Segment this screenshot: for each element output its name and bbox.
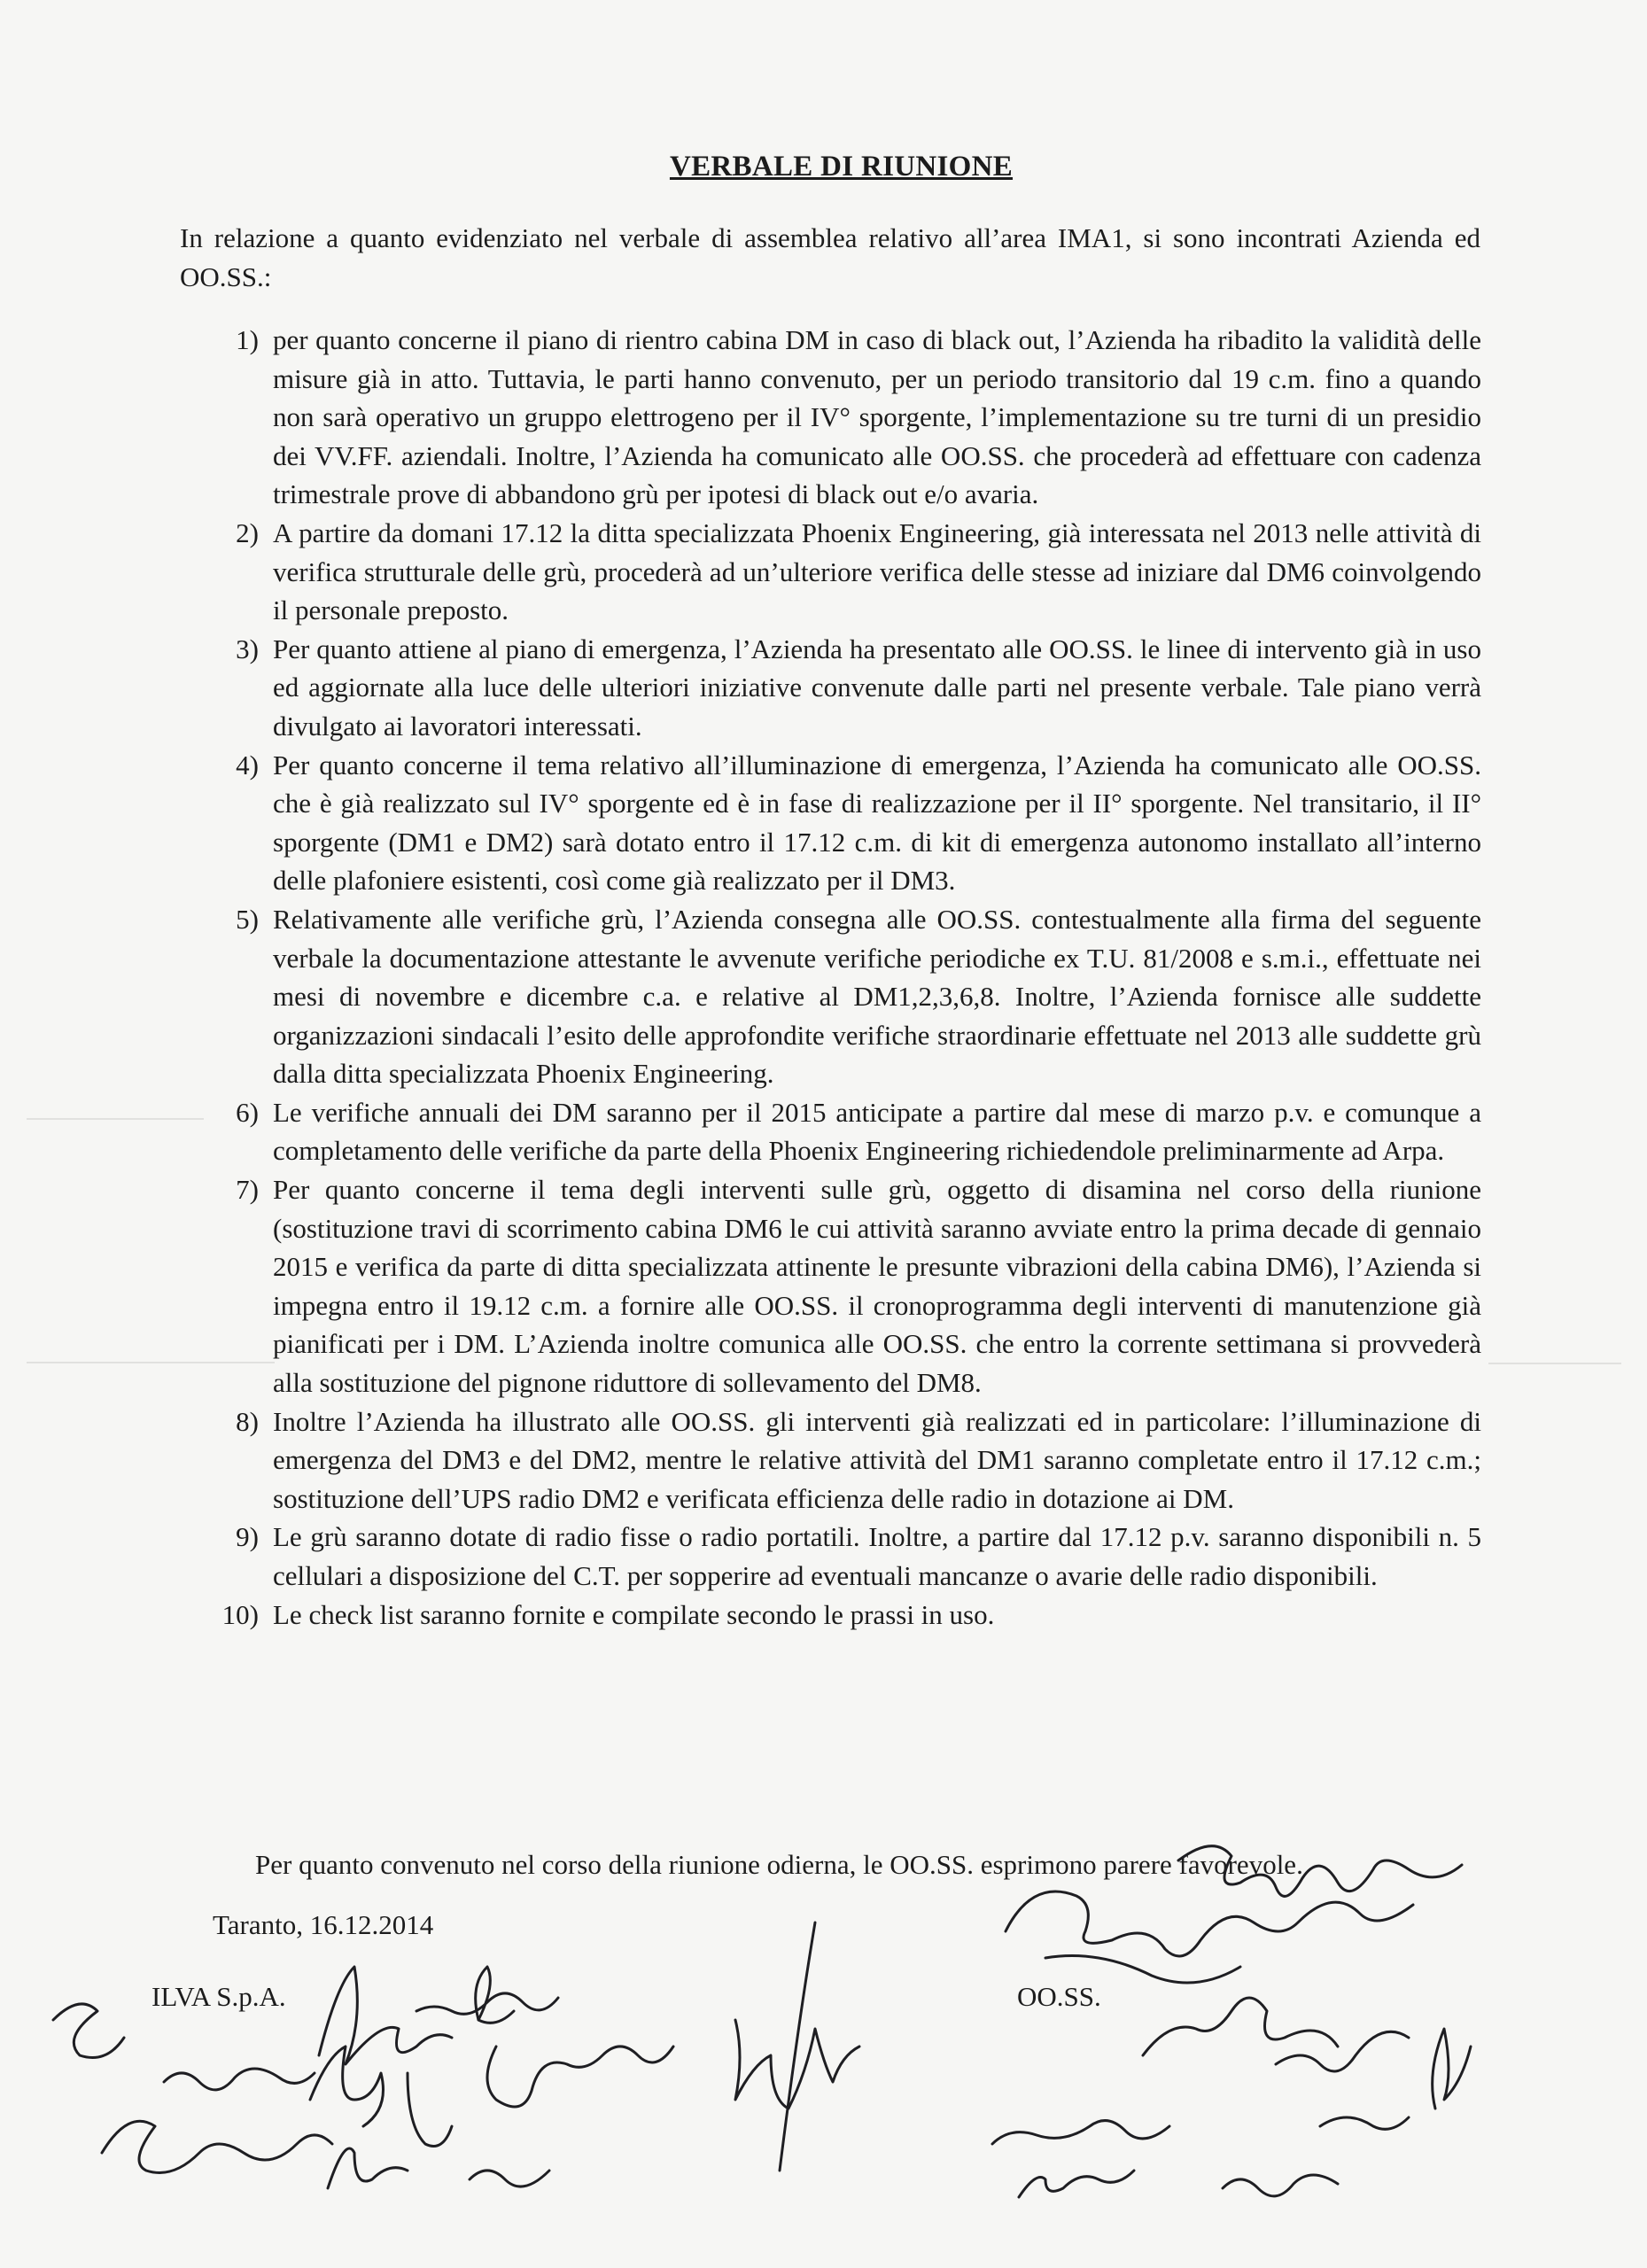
signature <box>1045 1956 1240 1984</box>
list-item <box>213 1093 1481 1170</box>
signature <box>102 2121 332 2172</box>
signature <box>992 2121 1169 2144</box>
signature <box>310 2047 384 2126</box>
signature <box>416 1993 558 2014</box>
scan-artifact <box>1488 1363 1621 1364</box>
item-text: Le grù saranno dotate di radio fisse o radio portatili. Inoltre, a partire dal 17.12 p.v. saranno disponibili n. 5 cellulari a disposizione del C.T. per sopperire ad eventuali mancanze o avarie delle radio disponibili. <box>273 1521 1481 1591</box>
item-number: 8) <box>236 1405 259 1437</box>
item-number: 4) <box>236 749 259 781</box>
list-item <box>213 1402 1481 1518</box>
place-date: Taranto, 16.12.2014 <box>213 1909 434 1940</box>
item-list <box>213 321 1481 1634</box>
item-number: 5) <box>236 903 259 935</box>
item-number: 7) <box>236 1174 259 1206</box>
item-text: Le verifiche annuali dei DM saranno per il 2015 anticipate a partire dal mese di marzo p.v. e comunque a completamento delle verifiche da parte della Phoenix Engineering richiedendole preliminarmente ad Arpa. <box>273 1096 1481 1167</box>
list-item <box>213 514 1481 630</box>
signature <box>1320 2117 1409 2129</box>
signature <box>476 1967 514 2023</box>
item-text: Per quanto concerne il tema relativo all’illuminazione di emergenza, l’Azienda ha comunicato alle OO.SS. che è già realizzato sul IV° sporgente ed è in fase di realizzazione per il II° sporgente. Nel transitario, il II° sporgente (DM1 e DM2) sarà dotato entro il 17.12 c.m. di kit di emergenza autonomo installato all’interno delle plafoniere esistenti, così come già realizzato per il DM3. <box>273 749 1481 897</box>
list-item <box>213 746 1481 900</box>
item-number: 10) <box>221 1598 259 1630</box>
signature <box>780 1922 815 2171</box>
item-number: 9) <box>236 1521 259 1553</box>
signature <box>1223 2175 1338 2196</box>
list-item <box>213 1596 1481 1635</box>
item-text: Per quanto concerne il tema degli interventi sulle grù, oggetto di disamina nel corso della riunione (sostituzione travi di scorrimento cabina DM6 le cui attività saranno avviate entro la prima decade di gennaio 2015 e verifica da parte di ditta specializzata attinente le presunte vibrazioni della cabina DM6), l’Azienda si impegna entro il 19.12 c.m. a fornire alle OO.SS. il cronoprogramma degli interventi di manutenzione già pianificati per i DM. L’Azienda inoltre comunica alle OO.SS. che entro la corrente settimana si provvederà alla sostituzione del pignone riduttore di sollevamento del DM8. <box>273 1174 1481 1399</box>
signature <box>328 2148 408 2188</box>
signature <box>1006 1891 1413 1956</box>
intro-paragraph: In relazione a quanto evidenziato nel verbale di assemblea relativo all’area IMA1, si sono incontrati Azienda ed OO.SS.: <box>180 222 1480 292</box>
signature <box>1276 2031 1409 2071</box>
signature <box>319 1967 452 2064</box>
closing-statement: Per quanto convenuto nel corso della riunione odierna, le OO.SS. esprimono parere favorevole. <box>255 1849 1303 1880</box>
signature <box>487 2047 673 2107</box>
signature <box>1019 2171 1134 2197</box>
list-item <box>213 1518 1481 1595</box>
signature <box>1143 1998 1338 2055</box>
company-name: ILVA S.p.A. <box>151 1981 286 2012</box>
signature <box>164 2069 315 2090</box>
list-item <box>213 321 1481 514</box>
scan-artifact <box>27 1118 204 1120</box>
list-item <box>213 900 1481 1093</box>
list-item <box>213 630 1481 746</box>
list-item <box>213 1170 1481 1402</box>
item-text: Per quanto attiene al piano di emergenza, l’Azienda ha presentato alle OO.SS. le linee di intervento già in uso ed aggiornate alla luce delle ulteriori iniziative convenute dalle parti nel presente verbale. Tale piano verrà divulgato ai lavoratori interessati. <box>273 633 1481 742</box>
item-number: 2) <box>236 517 259 548</box>
item-text: per quanto concerne il piano di rientro cabina DM in caso di black out, l’Azienda ha ribadito la validità delle misure già in atto. Tuttavia, le parti hanno convenuto, per un periodo transitorio dal 19 c.m. fino a quando non sarà operativo un gruppo elettrogeno per il IV° sporgente, l’implementazione su tre turni di un presidio dei VV.FF. aziendali. Inoltre, l’Azienda ha comunicato alle OO.SS. che procederà ad effettuare con cadenza trimestrale prove di abbandono grù per ipotesi di black out e/o avaria. <box>273 324 1481 510</box>
item-text: Relativamente alle verifiche grù, l’Azienda consegna alle OO.SS. contestualmente alla firma del seguente verbale la documentazione attestante le avvenute verifiche periodiche ex T.U. 81/2008 e s.m.i., effettuate nei mesi di novembre e dicembre c.a. e relative al DM1,2,3,6,8. Inoltre, l’Azienda fornisce alle suddette organizzazioni sindacali l’esito delle approfondite verifiche straordinarie effettuate nel 2013 alle suddette grù dalla ditta specializzata Phoenix Engineering. <box>273 903 1481 1090</box>
item-text: Inoltre l’Azienda ha illustrato alle OO.SS. gli interventi già realizzati ed in particolare: l’illuminazione di emergenza del DM3 e del DM2, mentre le relative attività del DM1 saranno completate entro il 17.12 c.m.; sostituzione dell’UPS radio DM2 e verificata efficienza delle radio in dotazione ai DM. <box>273 1405 1481 1514</box>
signature <box>53 2004 124 2058</box>
signature <box>735 2020 859 2109</box>
item-number: 1) <box>236 324 259 355</box>
unions-label: OO.SS. <box>1017 1981 1101 2012</box>
document-title: VERBALE DI RIUNIONE <box>669 151 1014 183</box>
signature <box>470 2171 549 2186</box>
item-text: Le check list saranno fornite e compilate secondo le prassi in uso. <box>273 1598 995 1630</box>
signature <box>408 2073 452 2147</box>
item-number: 6) <box>236 1096 259 1128</box>
item-text: A partire da domani 17.12 la ditta specializzata Phoenix Engineering, già interessata nel 2013 nelle attività di verifica strutturale delle grù, procederà ad un’ulteriore verifica delle stesse ad iniziare dal DM6 coinvolgendo il personale preposto. <box>273 517 1481 626</box>
signature <box>1433 2029 1471 2109</box>
item-number: 3) <box>236 633 259 664</box>
